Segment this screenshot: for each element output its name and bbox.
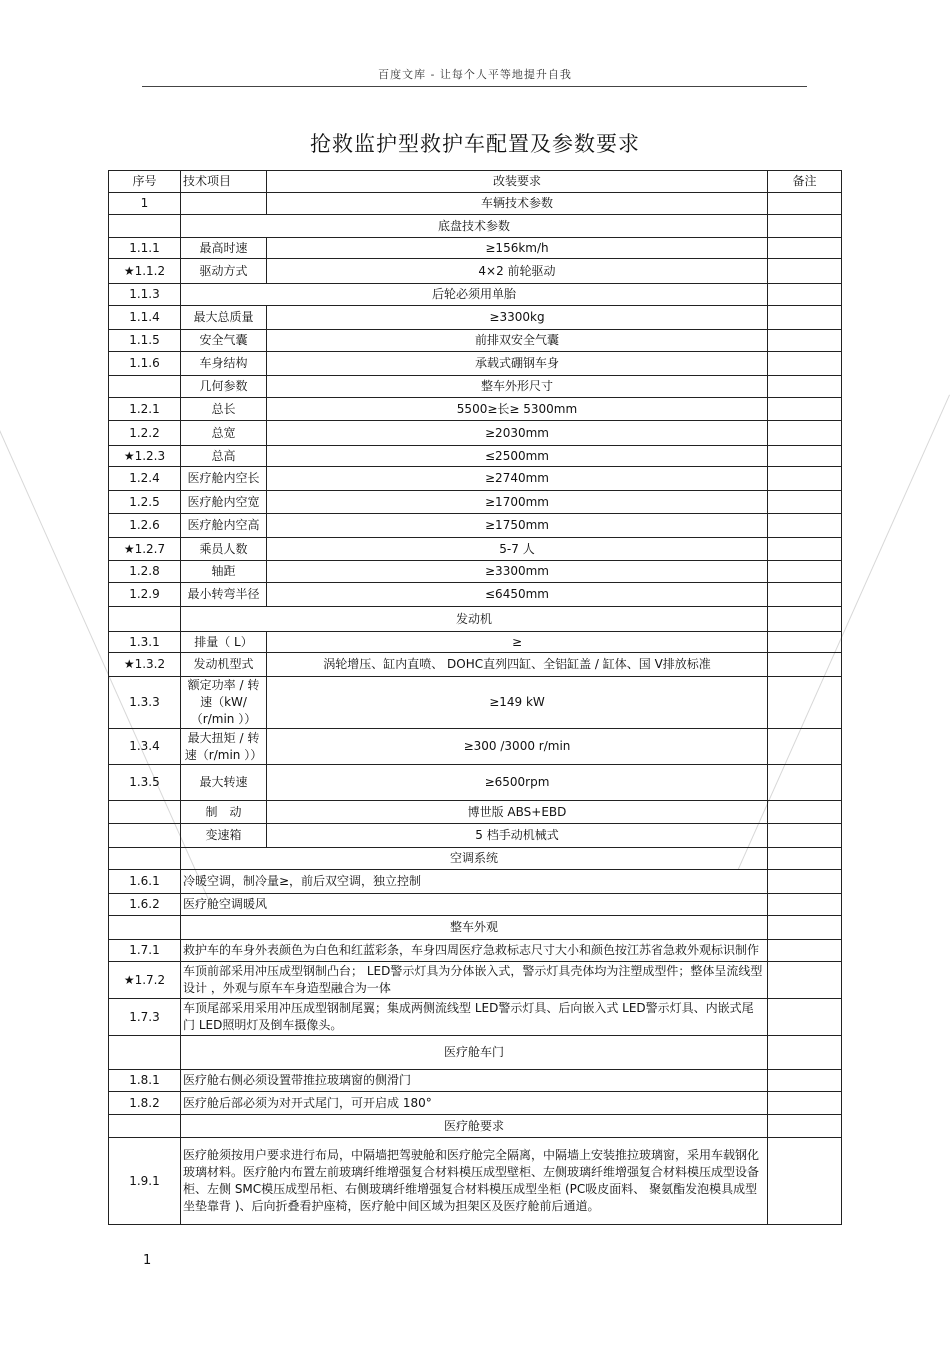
row-item [181, 193, 267, 215]
row-number [109, 848, 181, 870]
row-requirement: 涡轮增压、缸内直喷、 DOHC直列四缸、全铝缸盖 / 缸体、国 V排放标准 [267, 653, 768, 677]
row-number: 1.2.8 [109, 561, 181, 583]
row-item: 制 动 [181, 801, 267, 824]
row-remark [768, 398, 842, 421]
row-item: 医疗舱内空宽 [181, 491, 267, 514]
table-row [109, 467, 842, 491]
row-item: 安全气囊 [181, 330, 267, 352]
table-row [109, 583, 842, 607]
section-heading: 发动机 [181, 607, 768, 632]
table-row [109, 916, 842, 940]
row-requirement: 5-7 人 [267, 538, 768, 561]
table-row [109, 330, 842, 352]
row-requirement: ≥ [267, 632, 768, 653]
row-remark [768, 491, 842, 514]
table-row [109, 848, 842, 870]
table-row [109, 259, 842, 284]
table-row [109, 1036, 842, 1070]
row-remark [768, 259, 842, 284]
table-row [109, 538, 842, 561]
row-remark [768, 677, 842, 729]
section-heading: 医疗舱车门 [181, 1036, 768, 1070]
row-remark [768, 538, 842, 561]
table-row [109, 962, 842, 999]
row-number: 1.2.5 [109, 491, 181, 514]
row-remark [768, 514, 842, 538]
table-row [109, 446, 842, 467]
row-number [109, 916, 181, 940]
row-remark [768, 1138, 842, 1225]
column-header-item: 技术项目 [181, 171, 267, 193]
row-number: 1.2.2 [109, 421, 181, 446]
row-remark [768, 330, 842, 352]
document-title: 抢救监护型救护车配置及参数要求 [310, 132, 640, 156]
row-item: 最大总质量 [181, 306, 267, 330]
row-number: 1.3.3 [109, 677, 181, 729]
row-remark [768, 284, 842, 306]
row-item: 车身结构 [181, 352, 267, 376]
row-number: 1.7.3 [109, 999, 181, 1036]
row-remark [768, 801, 842, 824]
row-requirement: ≥2030mm [267, 421, 768, 446]
table-row [109, 491, 842, 514]
row-number [109, 607, 181, 632]
row-number: 1 [109, 193, 181, 215]
row-item: 发动机型式 [181, 653, 267, 677]
row-requirement: ≥3300mm [267, 561, 768, 583]
row-number [109, 801, 181, 824]
table-row [109, 765, 842, 801]
row-description: 医疗舱右侧必须设置带推拉玻璃窗的侧滑门 [181, 1070, 768, 1092]
row-description: 医疗舱后部必须为对开式尾门，可开启成 180° [181, 1092, 768, 1115]
row-remark [768, 561, 842, 583]
column-header-remark: 备注 [768, 171, 842, 193]
row-number [109, 1115, 181, 1138]
table-row [109, 1070, 842, 1092]
row-number: 1.6.1 [109, 870, 181, 894]
row-remark [768, 940, 842, 962]
row-item: 最高时速 [181, 238, 267, 259]
section-heading: 后轮必须用单胎 [181, 284, 768, 306]
row-number: 1.3.4 [109, 729, 181, 765]
row-item: 最大转速 [181, 765, 267, 801]
row-requirement: ≥3300kg [267, 306, 768, 330]
row-item: 最小转弯半径 [181, 583, 267, 607]
page-header: 百度文库 - 让每个人平等地提升自我 [378, 68, 572, 81]
row-number: 1.1.3 [109, 284, 181, 306]
row-number: ★1.3.2 [109, 653, 181, 677]
row-requirement: ≥1750mm [267, 514, 768, 538]
row-remark [768, 916, 842, 940]
row-item: 医疗舱内空长 [181, 467, 267, 491]
row-number: 1.1.5 [109, 330, 181, 352]
row-remark [768, 376, 842, 398]
row-remark [768, 824, 842, 848]
table-row [109, 870, 842, 894]
row-remark [768, 306, 842, 330]
row-requirement: 车辆技术参数 [267, 193, 768, 215]
row-description: 车顶尾部采用采用冲压成型钢制尾翼；集成两侧流线型 LED警示灯具、后向嵌入式 LED警示灯具、内嵌式尾门 LED照明灯及倒车摄像头。 [181, 999, 768, 1036]
row-item: 几何参数 [181, 376, 267, 398]
row-number: 1.7.1 [109, 940, 181, 962]
row-number: ★1.7.2 [109, 962, 181, 999]
section-heading: 医疗舱要求 [181, 1115, 768, 1138]
row-requirement: ≥1700mm [267, 491, 768, 514]
row-remark [768, 421, 842, 446]
row-remark [768, 870, 842, 894]
row-number: 1.8.1 [109, 1070, 181, 1092]
row-remark [768, 583, 842, 607]
row-requirement: 承载式硼钢车身 [267, 352, 768, 376]
table-row [109, 729, 842, 765]
row-number: 1.2.6 [109, 514, 181, 538]
spec-table [108, 170, 842, 1225]
column-header-requirement: 改装要求 [267, 171, 768, 193]
table-row [109, 632, 842, 653]
row-number [109, 215, 181, 238]
row-item: 变速箱 [181, 824, 267, 848]
table-row [109, 193, 842, 215]
table-row [109, 284, 842, 306]
row-item: 医疗舱内空高 [181, 514, 267, 538]
table-header-row [109, 171, 842, 193]
table-row [109, 940, 842, 962]
row-remark [768, 999, 842, 1036]
row-number: ★1.2.7 [109, 538, 181, 561]
column-header-no: 序号 [109, 171, 181, 193]
row-remark [768, 894, 842, 916]
row-number: 1.3.5 [109, 765, 181, 801]
row-requirement: 4×2 前轮驱动 [267, 259, 768, 284]
row-remark [768, 215, 842, 238]
row-number: 1.2.1 [109, 398, 181, 421]
row-requirement: 前排双安全气囊 [267, 330, 768, 352]
table-row [109, 824, 842, 848]
table-row [109, 352, 842, 376]
row-remark [768, 1036, 842, 1070]
table-row [109, 376, 842, 398]
row-number: 1.3.1 [109, 632, 181, 653]
row-number: 1.2.9 [109, 583, 181, 607]
table-row [109, 1138, 842, 1225]
row-item: 乘员人数 [181, 538, 267, 561]
table-row [109, 306, 842, 330]
header-divider [142, 86, 807, 87]
row-remark [768, 193, 842, 215]
row-requirement: ≥2740mm [267, 467, 768, 491]
table-row [109, 1092, 842, 1115]
row-remark [768, 848, 842, 870]
row-requirement: ≥149 kW [267, 677, 768, 729]
table-row [109, 398, 842, 421]
row-requirement: 博世版 ABS+EBD [267, 801, 768, 824]
row-number: 1.1.4 [109, 306, 181, 330]
row-number: ★1.1.2 [109, 259, 181, 284]
row-item: 排量（ L） [181, 632, 267, 653]
row-description: 医疗舱空调暖风 [181, 894, 768, 916]
row-requirement: ≥156km/h [267, 238, 768, 259]
table-row [109, 561, 842, 583]
row-item: 驱动方式 [181, 259, 267, 284]
table-row [109, 215, 842, 238]
row-requirement: ≤2500mm [267, 446, 768, 467]
row-item: 轴距 [181, 561, 267, 583]
table-row [109, 238, 842, 259]
table-row [109, 894, 842, 916]
row-item: 总长 [181, 398, 267, 421]
row-remark [768, 467, 842, 491]
row-number [109, 824, 181, 848]
row-remark [768, 1070, 842, 1092]
row-description: 车顶前部采用冲压成型钢制凸台； LED警示灯具为分体嵌入式，警示灯具壳体均为注塑成型件；整体呈流线型设计 ，外观与原车车身造型融合为一体 [181, 962, 768, 999]
row-requirement: ≥300 /3000 r/min [267, 729, 768, 765]
page-number: 1 [143, 1253, 152, 1268]
row-remark [768, 1115, 842, 1138]
row-remark [768, 632, 842, 653]
row-number: 1.1.1 [109, 238, 181, 259]
row-remark [768, 1092, 842, 1115]
row-description: 救护车的车身外表颜色为白色和红蓝彩条，车身四周医疗急救标志尺寸大小和颜色按江苏省急救外观标识制作 [181, 940, 768, 962]
row-remark [768, 238, 842, 259]
row-number [109, 1036, 181, 1070]
row-remark [768, 765, 842, 801]
table-row [109, 677, 842, 729]
row-description: 冷暖空调，制冷量≥，前后双空调，独立控制 [181, 870, 768, 894]
table-row [109, 514, 842, 538]
row-number: 1.9.1 [109, 1138, 181, 1225]
row-requirement: ≤6450mm [267, 583, 768, 607]
section-heading: 底盘技术参数 [181, 215, 768, 238]
table-row [109, 653, 842, 677]
table-row [109, 607, 842, 632]
table-row [109, 801, 842, 824]
row-remark [768, 962, 842, 999]
row-number: 1.6.2 [109, 894, 181, 916]
section-heading: 空调系统 [181, 848, 768, 870]
row-requirement: 5 档手动机械式 [267, 824, 768, 848]
row-number: ★1.2.3 [109, 446, 181, 467]
table-row [109, 1115, 842, 1138]
row-remark [768, 607, 842, 632]
row-remark [768, 446, 842, 467]
row-item: 最大扭矩 / 转速（r/min ）） [181, 729, 267, 765]
row-item: 额定功率 / 转速（kW/ （r/min ）） [181, 677, 267, 729]
row-number [109, 376, 181, 398]
section-heading: 整车外观 [181, 916, 768, 940]
row-number: 1.1.6 [109, 352, 181, 376]
row-item: 总高 [181, 446, 267, 467]
row-requirement: ≥6500rpm [267, 765, 768, 801]
row-item: 总宽 [181, 421, 267, 446]
row-number: 1.8.2 [109, 1092, 181, 1115]
table-row [109, 421, 842, 446]
row-number: 1.2.4 [109, 467, 181, 491]
row-description: 医疗舱须按用户要求进行布局，中隔墙把驾驶舱和医疗舱完全隔离，中隔墙上安装推拉玻璃窗，采用车载钢化玻璃材料。医疗舱内布置左前玻璃纤维增强复合材料模压成型壁柜、左侧玻璃纤维增强复合材料模压成型设备柜、左侧 SMC模压成型吊柜、右侧玻璃纤维增强复合材料模压成型坐柜 (PC吸皮面料、 聚氨酯发泡模具成型坐垫靠背 )、后向折叠看护座椅，医疗舱中间区域为担架区及医疗舱前后通道。 [181, 1138, 768, 1225]
row-requirement: 整车外形尺寸 [267, 376, 768, 398]
row-remark [768, 729, 842, 765]
table-row [109, 999, 842, 1036]
row-requirement: 5500≥长≥ 5300mm [267, 398, 768, 421]
row-remark [768, 653, 842, 677]
row-remark [768, 352, 842, 376]
